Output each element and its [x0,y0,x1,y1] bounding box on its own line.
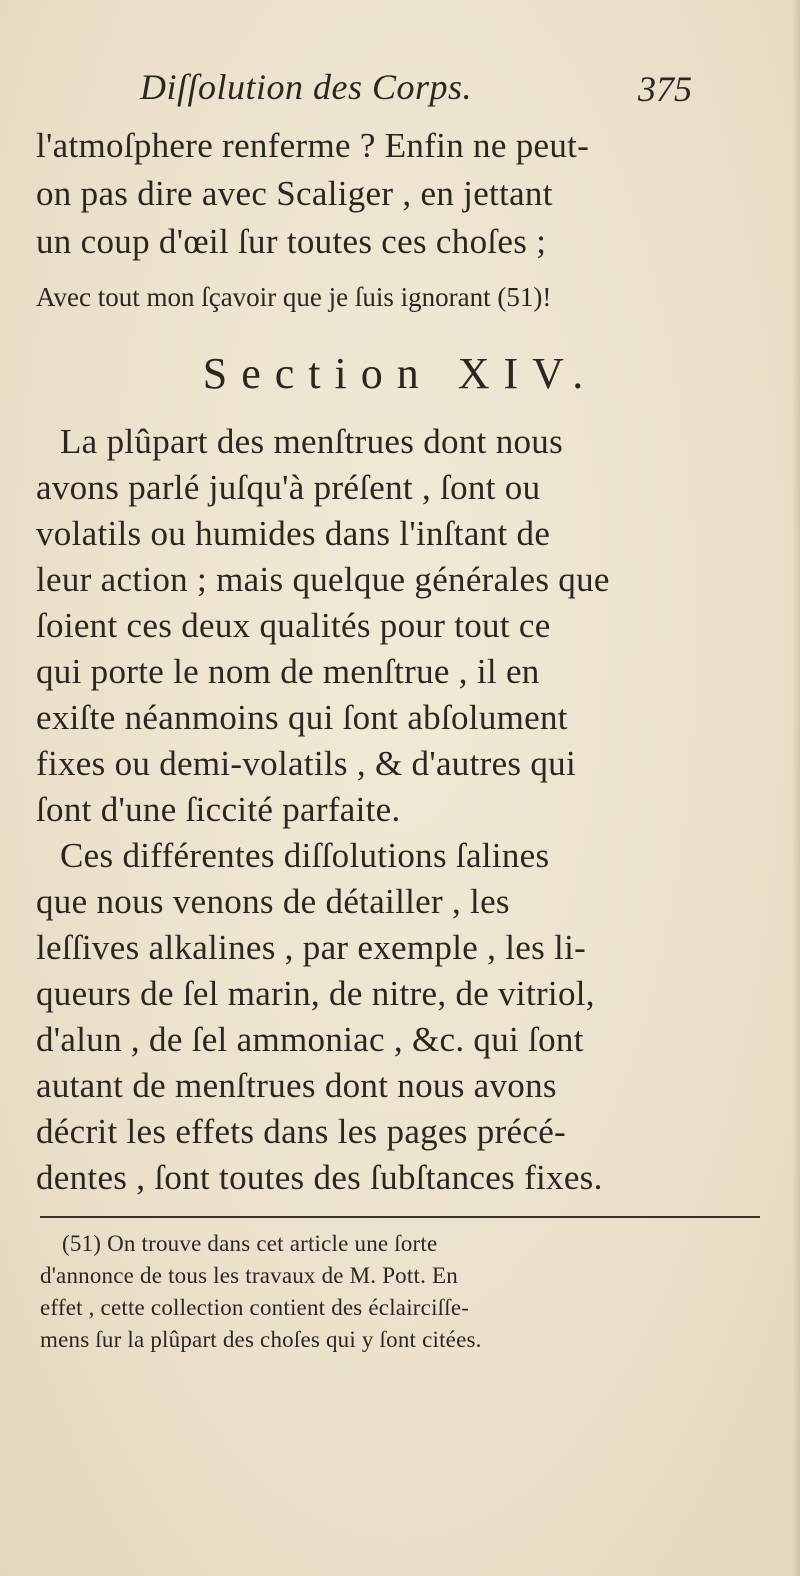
footnote-line: (51) On trouve dans cet article une ſorte [62,1231,438,1256]
body-line: leſſives alkalines , par exemple , les li- [36,928,587,967]
body-line: autant de menſtrues dont nous avons [36,1066,557,1105]
body-line: l'atmoſphere renferme ? Enfin ne peut- [36,126,590,165]
section-heading: Section XIV. [202,349,598,398]
body-line: décrit les effets dans les pages précé- [36,1112,566,1151]
body-line: ſoient ces deux qualités pour tout ce [36,606,551,645]
body-line: qui porte le nom de menſtrue , il en [36,652,540,691]
running-head [60,66,750,126]
verse-quote: Avec tout mon ſçavoir que je ſuis ignorant (51)! [36,282,552,312]
body-line: avons parlé juſqu'à préſent , ſont ou [36,468,541,507]
body-line: un coup d'œil ſur toutes ces choſes ; [36,222,547,261]
body-line: queurs de ſel marin, de nitre, de vitriol, [36,974,595,1013]
body-line: dentes , ſont toutes des ſubſtances fixes. [36,1158,603,1197]
footnote-line: d'annonce de tous les travaux de M. Pott. En [40,1263,458,1288]
body-line: volatils ou humides dans l'inſtant de [36,514,551,553]
footnote-line: mens ſur la plûpart des choſes qui y ſont citées. [40,1327,482,1352]
body-line: Ces différentes diſſolutions ſalines [60,836,550,875]
footnote-rule [40,1216,760,1218]
body-line: ſont d'une ſiccité parfaite. [36,790,401,829]
body-line: leur action ; mais quelque générales que [36,560,610,599]
body-line: fixes ou demi-volatils , & d'autres qui [36,744,576,783]
running-title: Diſſolution des Corps. [140,67,473,107]
body-line: on pas dire avec Scaliger , en jettant [36,174,553,213]
page-edge-shadow [792,0,800,1576]
footnote-line: effet , cette collection contient des éclairciſſe- [40,1295,470,1320]
body-line: La plûpart des menſtrues dont nous [60,422,564,461]
page-number: 375 [638,69,692,109]
body-line: d'alun , de ſel ammoniac , &c. qui ſont [36,1020,584,1059]
body-line: que nous venons de détailler , les [36,882,510,921]
body-line: exiſte néanmoins qui ſont abſolument [36,698,568,737]
